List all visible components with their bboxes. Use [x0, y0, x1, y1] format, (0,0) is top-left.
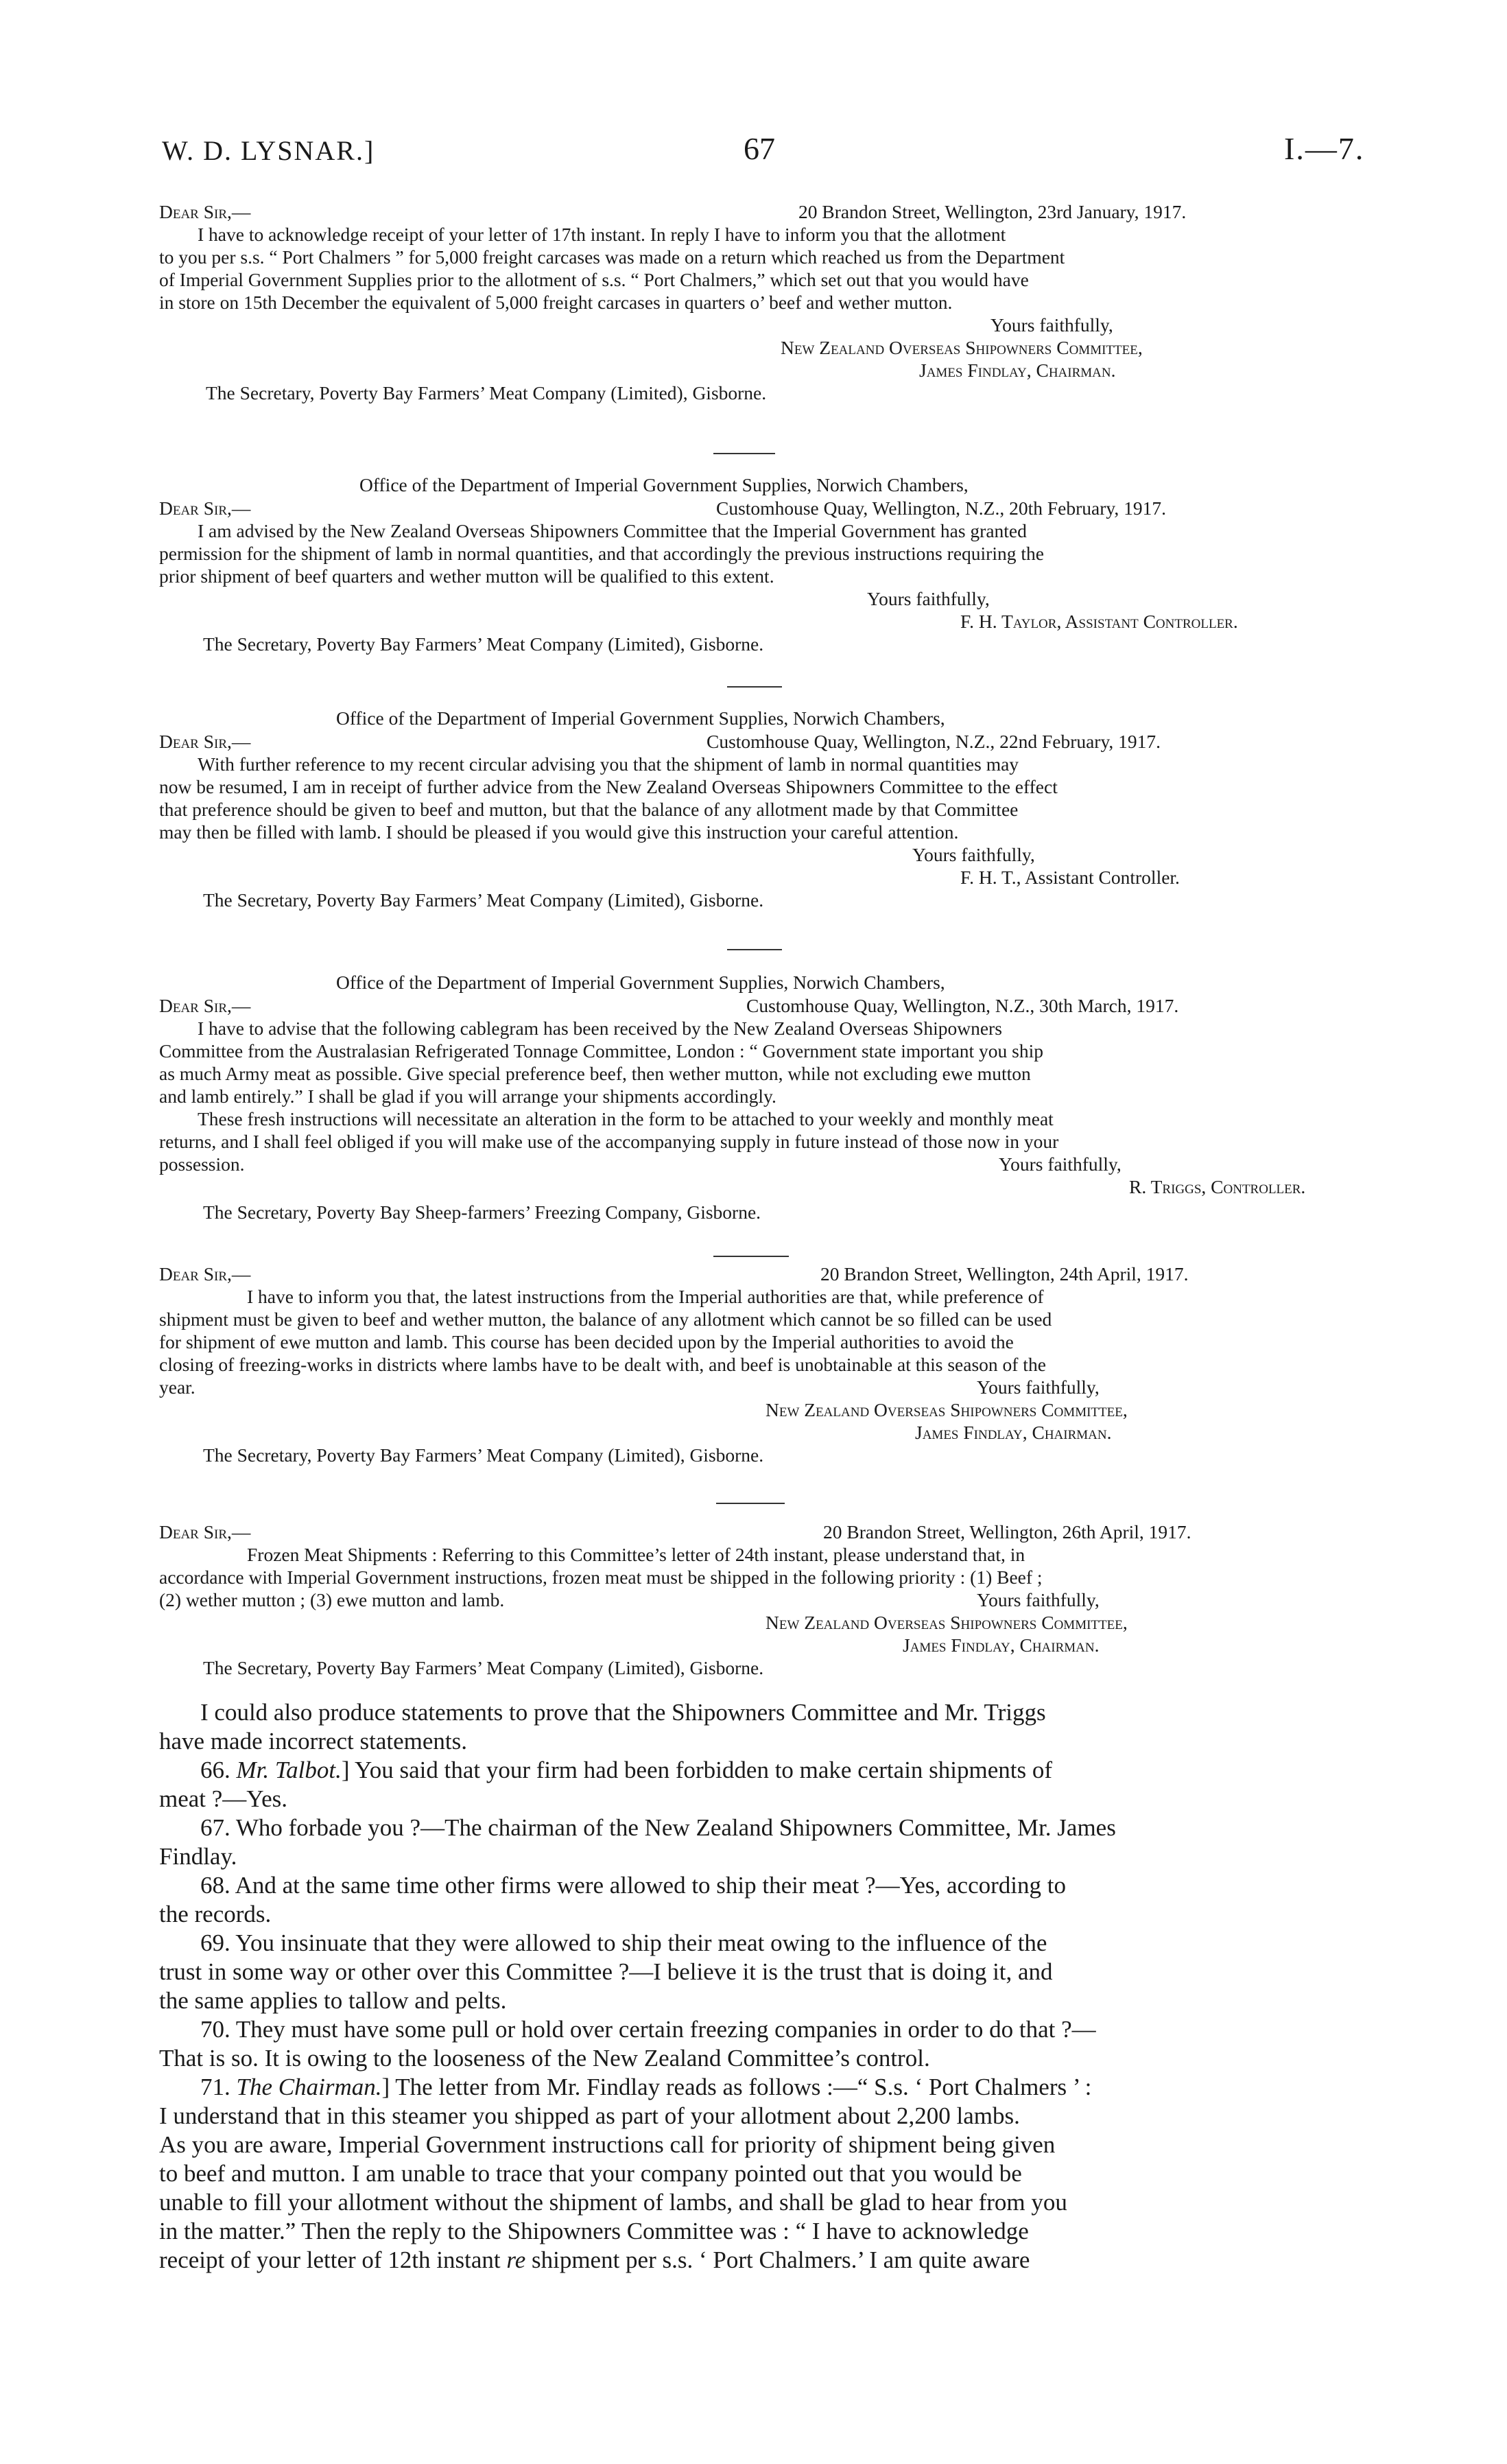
letter-signature: New Zealand Overseas Shipowners Committee, [766, 1399, 1128, 1420]
letter-signature: James Findlay, Chairman. [919, 360, 1116, 381]
letter-salutation: Dear Sir,— [159, 201, 251, 222]
testimony-line: 71. The Chairman.] The letter from Mr. Findlay reads as follows :—“ S.s. ‘ Port Chalmers ’ : [200, 2074, 1092, 2100]
letter-body-line: in store on 15th December the equivalent of 5,000 freight carcases in quarters o’ beef and wether mutton. [159, 292, 953, 313]
letter-body-line: I have to acknowledge receipt of your letter of 17th instant. In reply I have to inform you that the allotment [198, 224, 1006, 245]
letter-address: Office of the Department of Imperial Government Supplies, Norwich Chambers, [359, 474, 969, 495]
letter-signature: James Findlay, Chairman. [903, 1634, 1100, 1656]
letter-address: 20 Brandon Street, Wellington, 26th April, 1917. [823, 1521, 1191, 1542]
letter-salutation: Dear Sir,— [159, 1521, 251, 1542]
letter-salutation: Dear Sir,— [159, 731, 251, 752]
section-divider [713, 453, 775, 454]
section-divider [716, 1503, 785, 1504]
letter-signature: New Zealand Overseas Shipowners Committee, [766, 1612, 1128, 1633]
letter-body-line: year. [159, 1376, 195, 1398]
letter-signature: James Findlay, Chairman. [915, 1422, 1112, 1443]
testimony-line: As you are aware, Imperial Government instructions call for priority of shipment being given [159, 2131, 1056, 2158]
letter-signature: F. H. T., Assistant Controller. [960, 867, 1180, 888]
letter-addressee: The Secretary, Poverty Bay Farmers’ Meat Company (Limited), Gisborne. [203, 633, 764, 655]
letter-body-line: shipment must be given to beef and wether mutton, the balance of any allotment which cannot be so filled can be used [159, 1309, 1052, 1330]
testimony-line: trust in some way or other over this Committee ?—I believe it is the trust that is doing it, and [159, 1958, 1053, 1985]
letter-address: 20 Brandon Street, Wellington, 24th April, 1917. [820, 1263, 1189, 1284]
letter-body-line: I am advised by the New Zealand Overseas Shipowners Committee that the Imperial Government has granted [198, 520, 1027, 541]
testimony-line: to beef and mutton. I am unable to trace that your company pointed out that you would be [159, 2160, 1022, 2187]
letter-addressee: The Secretary, Poverty Bay Farmers’ Meat Company (Limited), Gisborne. [203, 1444, 764, 1466]
letter-body-line: possession. [159, 1153, 245, 1175]
letter-salutation: Dear Sir,— [159, 497, 251, 519]
testimony-line: I could also produce statements to prove that the Shipowners Committee and Mr. Triggs [200, 1699, 1046, 1726]
letter-addressee: The Secretary, Poverty Bay Farmers’ Meat Company (Limited), Gisborne. [203, 1657, 764, 1678]
testimony-line: receipt of your letter of 12th instant re shipment per s.s. ‘ Port Chalmers.’ I am quite aware [159, 2246, 1030, 2273]
testimony-line: I understand that in this steamer you shipped as part of your allotment about 2,200 lambs. [159, 2102, 1020, 2129]
letter-signature: R. Triggs, Controller. [1129, 1176, 1306, 1197]
letter-signature: New Zealand Overseas Shipowners Committee, [781, 337, 1143, 358]
letter-salutation: Dear Sir,— [159, 1263, 251, 1284]
letter-signature: F. H. Taylor, Assistant Controller. [960, 611, 1238, 632]
testimony-line: 68. And at the same time other firms were allowed to ship their meat ?—Yes, according to [200, 1872, 1066, 1899]
letter-addressee: The Secretary, Poverty Bay Farmers’ Meat Company (Limited), Gisborne. [203, 889, 764, 911]
letter-address: Office of the Department of Imperial Government Supplies, Norwich Chambers, [336, 707, 945, 729]
testimony-line: 69. You insinuate that they were allowed to ship their meat owing to the influence of the [200, 1929, 1047, 1956]
testimony-line: 70. They must have some pull or hold over certain freezing companies in order to do that ?— [200, 2016, 1096, 2043]
letter-address: Customhouse Quay, Wellington, N.Z., 20th February, 1917. [716, 497, 1166, 519]
letter-body-line: Frozen Meat Shipments : Referring to this Committee’s letter of 24th instant, please understand that, in [247, 1544, 1025, 1565]
letter-body-line: Committee from the Australasian Refrigerated Tonnage Committee, London : “ Government state important you ship [159, 1040, 1044, 1061]
letter-addressee: The Secretary, Poverty Bay Farmers’ Meat Company (Limited), Gisborne. [206, 382, 767, 403]
testimony-line: That is so. It is owing to the looseness of the New Zealand Committee’s control. [159, 2045, 930, 2072]
testimony-line: unable to fill your allotment without the shipment of lambs, and shall be glad to hear from you [159, 2189, 1067, 2216]
header-reference: I.—7. [1284, 131, 1365, 166]
testimony-line: the same applies to tallow and pelts. [159, 1987, 507, 2014]
letter-body-line: (2) wether mutton ; (3) ewe mutton and lamb. [159, 1589, 505, 1610]
letter-body-line: With further reference to my recent circular advising you that the shipment of lamb in normal quantities may [198, 753, 1019, 775]
letter-body-line: I have to advise that the following cablegram has been received by the New Zealand Overseas Shipowners [198, 1018, 1002, 1039]
letter-body-line: of Imperial Government Supplies prior to the allotment of s.s. “ Port Chalmers,” which set out that you would have [159, 269, 1029, 290]
testimony-line: in the matter.” Then the reply to the Shipowners Committee was : “ I have to acknowledge [159, 2218, 1029, 2244]
letter-body-line: now be resumed, I am in receipt of further advice from the New Zealand Overseas Shipowners Committee to the effect [159, 776, 1058, 797]
letter-body-line: prior shipment of beef quarters and wether mutton will be qualified to this extent. [159, 565, 774, 587]
section-divider [727, 686, 782, 688]
letter-body-line: to you per s.s. “ Port Chalmers ” for 5,000 freight carcases was made on a return which reached us from the Department [159, 246, 1065, 268]
letter-salutation: Dear Sir,— [159, 995, 251, 1016]
letter-body-line: may then be filled with lamb. I should be pleased if you would give this instruction your careful attention. [159, 821, 959, 843]
testimony-line: 66. Mr. Talbot.] You said that your firm had been forbidden to make certain shipments of [200, 1757, 1053, 1783]
letter-closing: Yours faithfully, [990, 314, 1113, 336]
letter-address: Customhouse Quay, Wellington, N.Z., 22nd February, 1917. [707, 731, 1161, 752]
letter-body-line: for shipment of ewe mutton and lamb. This course has been decided upon by the Imperial authorities to avoid the [159, 1331, 1014, 1352]
letter-body-line: and lamb entirely.” I shall be glad if you will arrange your shipments accordingly. [159, 1086, 776, 1107]
letter-address: Customhouse Quay, Wellington, N.Z., 30th March, 1917. [746, 995, 1179, 1016]
section-divider [727, 949, 782, 950]
header-page-number: 67 [744, 131, 775, 166]
letter-closing: Yours faithfully, [867, 588, 990, 609]
testimony-line: the records. [159, 1901, 272, 1927]
testimony-line: meat ?—Yes. [159, 1785, 287, 1812]
letter-closing: Yours faithfully, [977, 1376, 1100, 1398]
letter-closing: Yours faithfully, [999, 1153, 1122, 1175]
letter-closing: Yours faithfully, [977, 1589, 1100, 1610]
letter-body-line: These fresh instructions will necessitate an alteration in the form to be attached to your weekly and monthly meat [198, 1108, 1054, 1129]
testimony-line: have made incorrect statements. [159, 1728, 467, 1755]
letter-body-line: accordance with Imperial Government instructions, frozen meat must be shipped in the following priority : (1) Beef ; [159, 1567, 1043, 1588]
letter-body-line: returns, and I shall feel obliged if you will make use of the accompanying supply in future instead of those now in your [159, 1131, 1059, 1152]
letter-body-line: permission for the shipment of lamb in normal quantities, and that accordingly the previous instructions requiring the [159, 543, 1044, 564]
testimony-line: Findlay. [159, 1843, 237, 1870]
letter-body-line: I have to inform you that, the latest instructions from the Imperial authorities are that, while preference of [247, 1286, 1044, 1307]
letter-body-line: as much Army meat as possible. Give special preference beef, then wether mutton, while not excluding ewe mutton [159, 1063, 1031, 1084]
letter-body-line: closing of freezing-works in districts where lambs have to be dealt with, and beef is unobtainable at this season of the [159, 1354, 1046, 1375]
letter-addressee: The Secretary, Poverty Bay Sheep-farmers’ Freezing Company, Gisborne. [203, 1201, 761, 1223]
letter-body-line: that preference should be given to beef and mutton, but that the balance of any allotment made by that Committee [159, 799, 1019, 820]
letter-address: Office of the Department of Imperial Government Supplies, Norwich Chambers, [336, 972, 945, 993]
letter-closing: Yours faithfully, [912, 844, 1035, 865]
section-divider [713, 1256, 789, 1257]
letter-address: 20 Brandon Street, Wellington, 23rd January, 1917. [798, 201, 1187, 222]
testimony-line: 67. Who forbade you ?—The chairman of the New Zealand Shipowners Committee, Mr. James [200, 1814, 1116, 1841]
header-author: W. D. LYSNAR.] [162, 135, 375, 166]
